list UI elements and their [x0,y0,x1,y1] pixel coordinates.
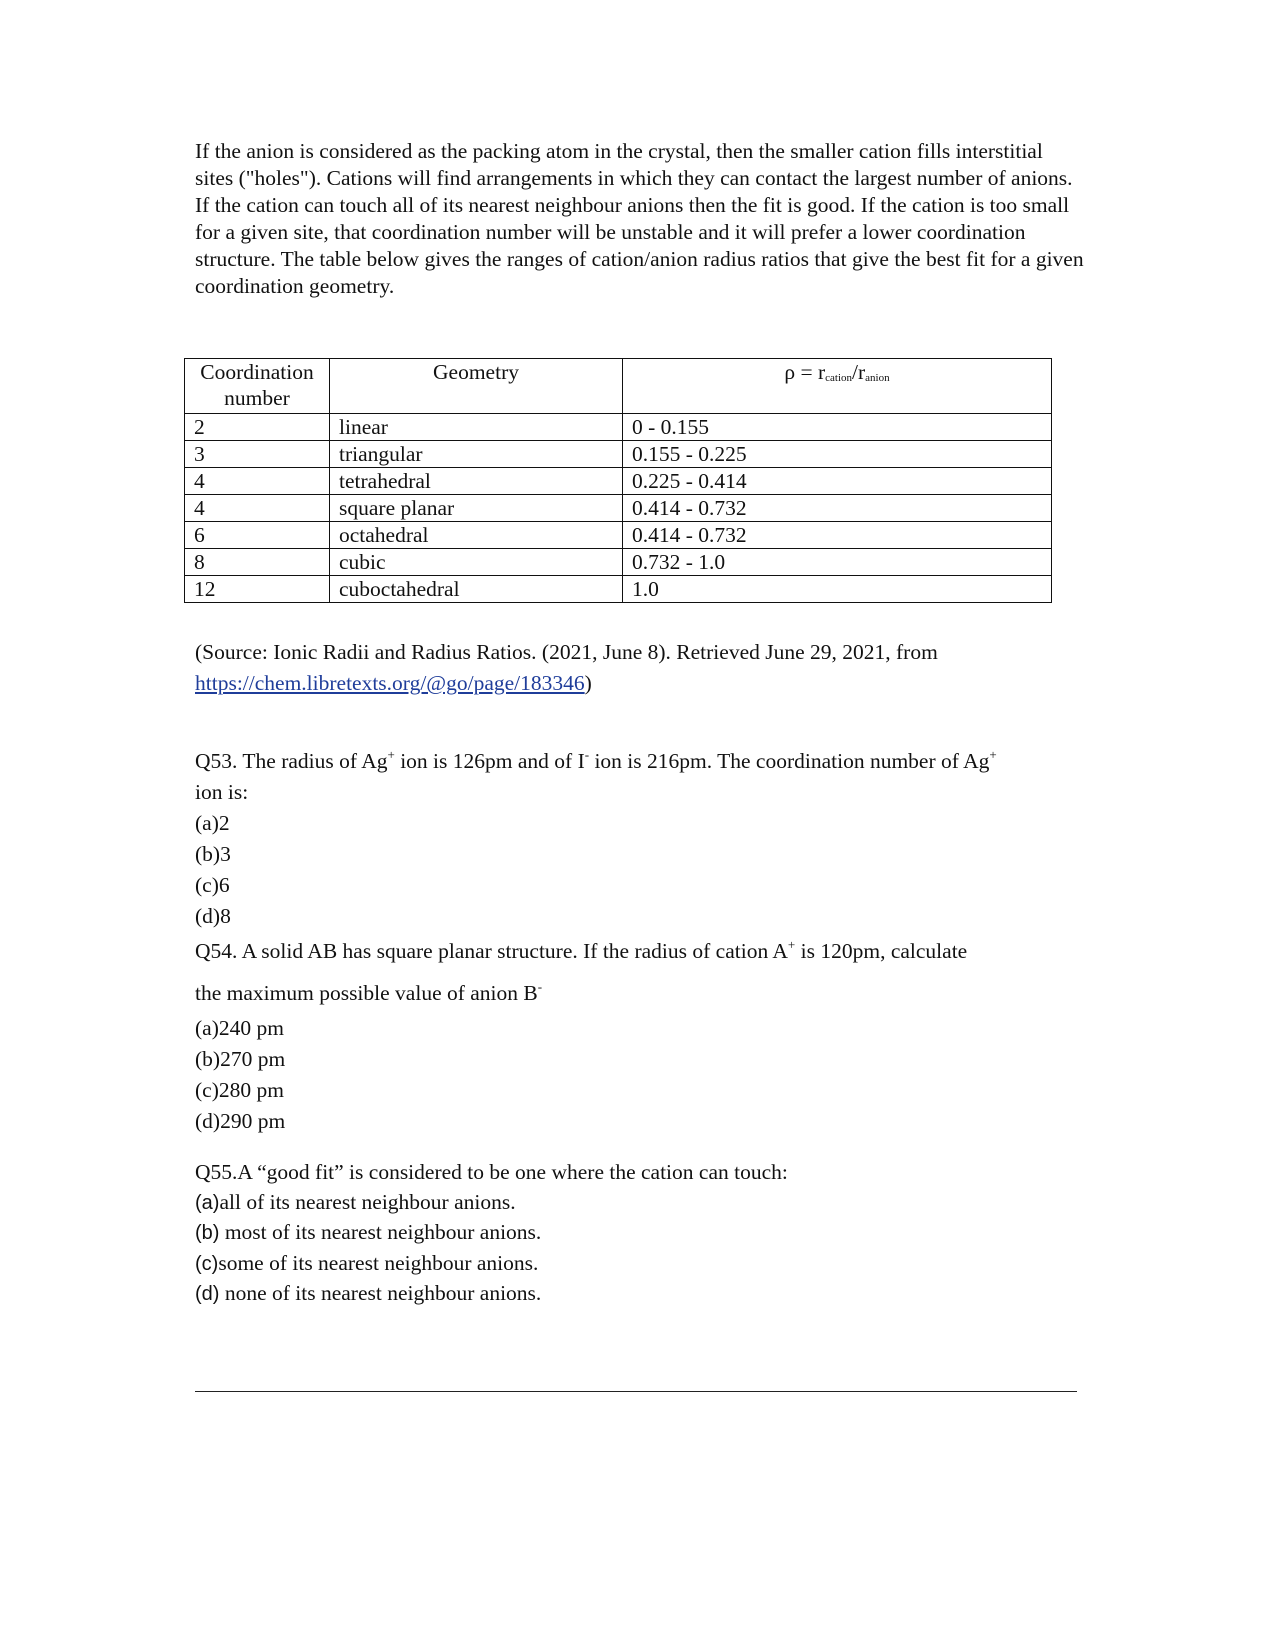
q53-stem-line2: ion is: [195,780,249,804]
q54-option-b: (b)270 pm [195,1047,286,1071]
source-close-paren: ) [584,671,592,695]
q55-option-c-label: (c) [195,1252,219,1275]
header-coordination-number: Coordination number [185,359,330,414]
q53-option-c: (c)6 [195,873,230,897]
cell-coordination-number: 3 [185,441,330,468]
source-citation [195,637,1095,699]
q55-option-a [195,1188,1095,1219]
cell-ratio: 0.732 - 1.0 [623,549,1052,576]
q55-option-b-text: most of its nearest neighbour anions. [219,1220,542,1244]
cell-geometry: cuboctahedral [330,576,623,603]
q53-option-d: (d)8 [195,904,231,928]
q54-stem-line2 [195,967,1095,1013]
question-53 [195,739,1095,932]
q53-stem-line1 [195,739,1095,777]
q55-option-b [195,1218,1095,1249]
rho-sub-cation: cation [825,372,853,384]
rho-sub-anion: anion [865,372,890,384]
table-row [185,576,1052,603]
intro-paragraph: If the anion is considered as the packing atom in the crystal, then the smaller cation fills interstitial sites ("holes"). Cations will find arrangements in which they can contact the largest number of anions. If the cation can touch all of its nearest neighbour anions then the fit is good. If the cation is too small for a given site, that coordination number will be unstable and it will prefer a lower coordination structure. The table below gives the ranges of cation/anion radius ratios that give the best fit for a given coordination geometry. [195,139,1084,298]
q55-option-c-text: some of its nearest neighbour anions. [218,1250,539,1275]
q55-stem: Q55.A “good fit” is considered to be one where the cation can touch: [195,1160,788,1184]
cell-coordination-number: 6 [185,522,330,549]
q55-option-a-label: (a) [195,1191,220,1214]
q54-text-1: Q54. A solid AB has square planar structure. If the radius of cation A [195,939,788,963]
horizontal-rule [195,1391,1077,1392]
rho-slash: /r [852,360,866,384]
q53-option-a: (a)2 [195,811,230,835]
table-row [185,441,1052,468]
cell-coordination-number: 12 [185,576,330,603]
q54-sup-2: - [537,979,543,994]
table-header-row [185,359,1052,414]
question-54 [195,929,1095,1137]
cell-geometry: triangular [330,441,623,468]
q55-option-d-text: none of its nearest neighbour anions. [219,1281,542,1305]
source-link-line [195,668,1095,699]
q53-text-2: ion is 126pm and of I [394,749,585,773]
q54-option-a: (a)240 pm [195,1016,284,1040]
q53-sup-3: + [989,747,997,762]
q54-stem-line1 [195,929,1095,967]
source-text: (Source: Ionic Radii and Radius Ratios. (2021, June 8). Retrieved June 29, 2021, from [195,640,938,664]
cell-ratio: 0.414 - 0.732 [623,522,1052,549]
q53-option-b: (b)3 [195,842,231,866]
cell-ratio: 0.225 - 0.414 [623,468,1052,495]
cell-coordination-number: 8 [185,549,330,576]
q54-text-3: the maximum possible value of anion B [195,981,538,1005]
header-geometry: Geometry [330,359,623,414]
table-row [185,522,1052,549]
cell-coordination-number: 2 [185,414,330,441]
question-55 [195,1158,1095,1310]
table-row [185,495,1052,522]
cell-geometry: octahedral [330,522,623,549]
cell-geometry: square planar [330,495,623,522]
cell-coordination-number: 4 [185,495,330,522]
table-row [185,549,1052,576]
cell-ratio: 0.155 - 0.225 [623,441,1052,468]
cell-ratio: 0 - 0.155 [623,414,1052,441]
cell-coordination-number: 4 [185,468,330,495]
q55-option-b-label: (b) [195,1222,220,1244]
radius-ratio-table [184,358,1052,603]
cell-geometry: linear [330,414,623,441]
source-link[interactable]: https://chem.libretexts.org/@go/page/183346 [195,671,585,695]
cell-geometry: cubic [330,549,623,576]
q55-option-d-label: (d) [195,1283,220,1305]
q53-text-3: ion is 216pm. The coordination number of Ag [589,749,990,773]
cell-ratio: 0.414 - 0.732 [623,495,1052,522]
table-row [185,414,1052,441]
q55-option-d [195,1279,1095,1310]
q55-option-a-text: all of its nearest neighbour anions. [219,1189,516,1214]
q53-sup-1: + [387,747,395,762]
cell-geometry: tetrahedral [330,468,623,495]
q54-sup-1: + [787,937,796,952]
q54-text-2: is 120pm, calculate [795,939,968,963]
cell-ratio: 1.0 [623,576,1052,603]
rho-label: ρ = r [784,360,826,384]
q55-option-c [195,1249,1095,1280]
q54-option-d: (d)290 pm [195,1109,286,1133]
q53-sup-2: - [584,747,590,762]
q54-option-c: (c)280 pm [195,1078,284,1102]
header-radius-ratio [623,359,1052,414]
q53-text-1: Q53. The radius of Ag [195,749,388,773]
table-row [185,468,1052,495]
